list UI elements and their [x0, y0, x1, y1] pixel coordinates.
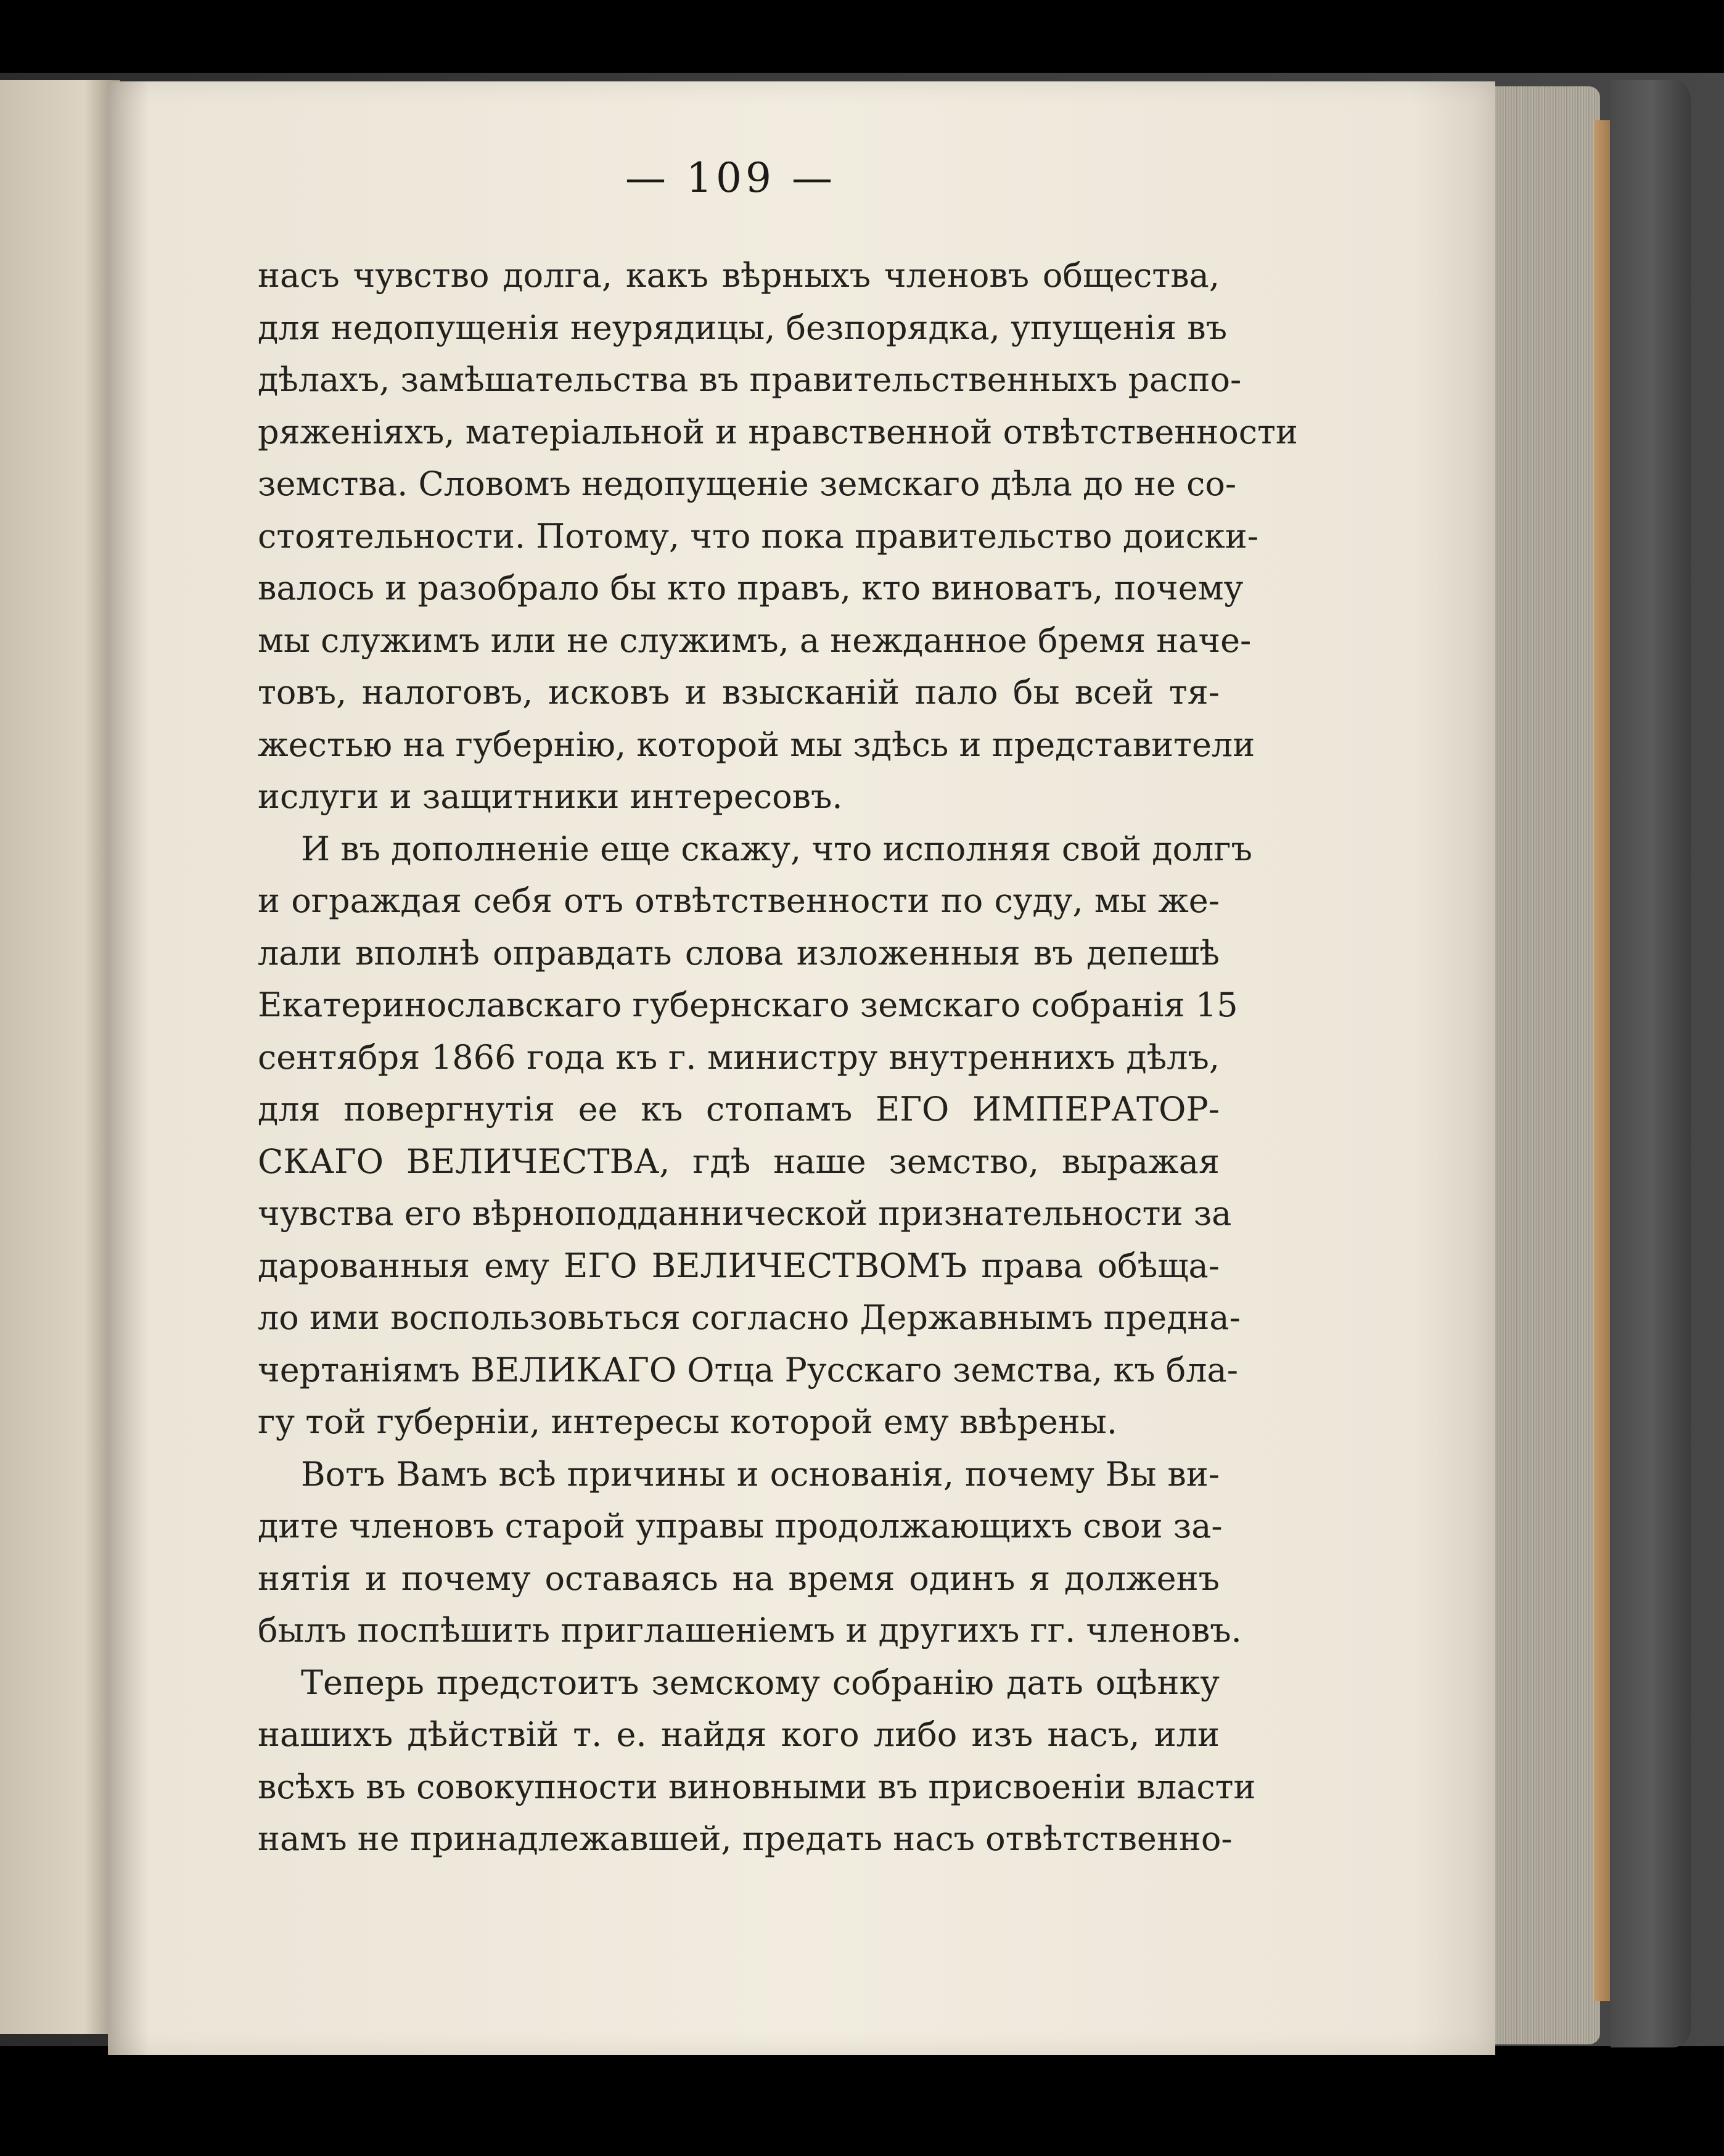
text-line: дѣлахъ, замѣшательства въ правительственныхъ распо- — [258, 360, 1242, 399]
text-line: дарованныя ему ЕГО ВЕЛИЧЕСТВОМЪ права обѣща- — [258, 1246, 1220, 1285]
text-line: земства. Словомъ недопущеніе земскаго дѣла до не со- — [258, 464, 1237, 503]
text-line: и ограждая себя отъ отвѣтственности по суду, мы же- — [258, 881, 1220, 920]
text-line: для повергнутія ее къ стопамъ ЕГО ИМПЕРАТОР- — [258, 1090, 1220, 1129]
text-line: былъ поспѣшить приглашеніемъ и другихъ гг. членовъ. — [258, 1611, 1242, 1650]
text-line: чертаніямъ ВЕЛИКАГО Отца Русскаго земства, къ бла- — [258, 1350, 1238, 1389]
text-line: нятія и почему оставаясь на время одинъ я долженъ — [258, 1558, 1220, 1598]
text-line: И въ дополненіе еще скажу, что исполняя свой долгъ — [301, 829, 1252, 868]
text-line: СКАГО ВЕЛИЧЕСТВА, гдѣ наше земство, выражая — [258, 1142, 1220, 1181]
text-line: нашихъ дѣйствій т. е. найдя кого либо изъ насъ, или — [258, 1715, 1220, 1754]
text-line: всѣхъ въ совокупности виновными въ присвоеніи власти — [258, 1767, 1256, 1806]
text-line: ло ими воспользовьться согласно Державнымъ предна- — [258, 1298, 1241, 1337]
text-line: стоятельности. Потому, что пока правительство доиски- — [258, 516, 1258, 556]
text-line: сентября 1866 года къ г. министру внутреннихъ дѣлъ, — [258, 1037, 1220, 1077]
text-line: дите членовъ старой управы продолжающихъ свои за- — [258, 1507, 1223, 1545]
text-line: ряженіяхъ, матеріальной и нравственной отвѣтственности — [258, 412, 1298, 451]
text-line: насъ чувство долга, какъ вѣрныхъ членовъ общества, — [258, 256, 1220, 295]
text-line: для недопущенія неурядицы, безпорядка, упущенія въ — [258, 308, 1228, 347]
text-line: жестью на губернію, которой мы здѣсь и представители — [258, 725, 1255, 764]
text-line: намъ не принадлежавшей, предать насъ отвѣтственно- — [258, 1819, 1233, 1858]
text-line: лали вполнѣ оправдать слова изложенныя въ депешѣ — [258, 933, 1220, 973]
text-line: товъ, налоговъ, исковъ и взысканій пало бы всей тя- — [258, 673, 1220, 712]
page-number: — 109 — — [625, 154, 836, 202]
left-page-edge — [0, 80, 120, 2034]
body-text — [258, 250, 1298, 1866]
text-line: Екатеринославскаго губернскаго земскаго собранія 15 — [258, 985, 1238, 1024]
page-edge-gilding — [1594, 120, 1610, 2001]
text-line: гу той губерніи, интересы которой ему ввѣрены. — [258, 1402, 1117, 1441]
page-edges — [1483, 86, 1600, 2044]
book-spine — [1611, 80, 1691, 2047]
text-line: Теперь предстоитъ земскому собранію дать оцѣнку — [301, 1663, 1220, 1702]
text-line: Вотъ Вамъ всѣ причины и основанія, почему Вы ви- — [301, 1454, 1220, 1494]
text-line: валось и разобрало бы кто правъ, кто виноватъ, почему — [258, 569, 1244, 607]
text-line: чувства его вѣрноподданнической признательности за — [258, 1194, 1232, 1233]
text-line: ислуги и защитники интересовъ. — [258, 777, 843, 816]
text-line: мы служимъ или не служимъ, а нежданное бремя наче- — [258, 620, 1252, 660]
